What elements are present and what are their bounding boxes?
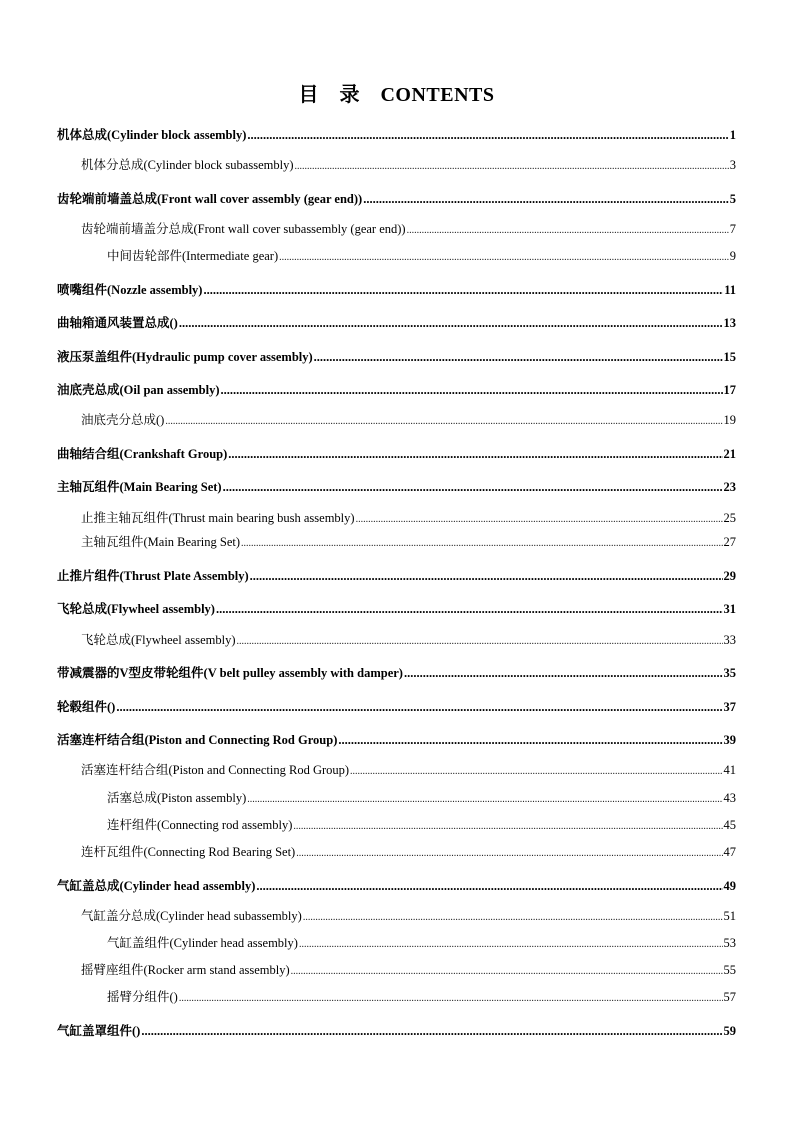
toc-entry[interactable] xyxy=(0,508,793,526)
toc-entry-page: 51 xyxy=(723,909,736,923)
toc-leader-dots xyxy=(256,879,722,894)
toc-entry-label: 摇臂座组件(Rocker arm stand assembly) xyxy=(81,963,290,977)
toc-entry-page: 5 xyxy=(729,192,736,206)
toc-entry-page: 9 xyxy=(729,249,736,263)
toc-entry-page: 31 xyxy=(723,602,736,616)
toc-leader-dots xyxy=(165,413,722,428)
toc-leader-dots xyxy=(179,316,723,331)
toc-leader-dots xyxy=(314,350,723,365)
toc-entry[interactable] xyxy=(0,280,793,298)
toc-leader-dots xyxy=(293,818,722,833)
toc-entry-page: 19 xyxy=(723,413,736,427)
toc-entry-page: 35 xyxy=(723,666,736,680)
toc-leader-dots xyxy=(221,383,723,398)
toc-entry-page: 13 xyxy=(723,316,736,330)
toc-entry[interactable] xyxy=(0,1021,793,1039)
page-title: 目 录 CONTENTS xyxy=(298,84,495,106)
toc-entry-label: 主轴瓦组件(Main Bearing Set) xyxy=(57,480,222,494)
toc-entry[interactable] xyxy=(0,788,793,806)
toc-entry-page: 1 xyxy=(729,128,736,142)
toc-leader-dots xyxy=(363,192,729,207)
toc-entry[interactable] xyxy=(0,987,793,1005)
toc-leader-dots xyxy=(247,791,722,806)
toc-entry-label: 气缸盖总成(Cylinder head assembly) xyxy=(57,879,256,893)
toc-entry-label: 主轴瓦组件(Main Bearing Set) xyxy=(81,535,241,549)
toc-leader-dots xyxy=(250,569,723,584)
toc-entry[interactable] xyxy=(0,815,793,833)
toc-leader-dots xyxy=(241,535,722,550)
toc-entry-page: 7 xyxy=(729,222,736,236)
toc-leader-dots xyxy=(303,909,723,924)
toc-entry[interactable] xyxy=(0,444,793,462)
toc-entry[interactable] xyxy=(0,125,793,143)
toc-entry-label: 喷嘴组件(Nozzle assembly) xyxy=(57,283,203,297)
toc-entry-page: 45 xyxy=(723,818,736,832)
toc-entry-page: 15 xyxy=(723,350,736,364)
toc-entry-label: 油底壳总成(Oil pan assembly) xyxy=(57,383,220,397)
toc-entry[interactable] xyxy=(0,246,793,264)
toc-entry[interactable] xyxy=(0,760,793,778)
toc-entry[interactable] xyxy=(0,566,793,584)
toc-entry[interactable] xyxy=(0,730,793,748)
toc-entry-label: 中间齿轮部件(Intermediate gear) xyxy=(107,249,279,263)
toc-leader-dots xyxy=(350,763,722,778)
toc-entry[interactable] xyxy=(0,876,793,894)
toc-leader-dots xyxy=(116,700,722,715)
toc-leader-dots xyxy=(294,158,728,173)
toc-leader-dots xyxy=(296,845,722,860)
toc-entry-label: 液压泵盖组件(Hydraulic pump cover assembly) xyxy=(57,350,313,364)
toc-entry[interactable] xyxy=(0,477,793,495)
toc-entry-label: 气缸盖分总成(Cylinder head subassembly) xyxy=(81,909,302,923)
toc-leader-dots xyxy=(223,480,723,495)
toc-entry-label: 齿轮端前墙盖分总成(Front wall cover subassembly (gear end)) xyxy=(81,222,406,236)
toc-entry[interactable] xyxy=(0,155,793,173)
toc-entry-page: 41 xyxy=(723,763,736,777)
toc-leader-dots xyxy=(247,128,728,143)
toc-entry-page: 43 xyxy=(723,791,736,805)
toc-entry-page: 39 xyxy=(723,733,736,747)
toc-entry[interactable] xyxy=(0,933,793,951)
toc-entry-label: 油底壳分总成() xyxy=(81,413,165,427)
toc-leader-dots xyxy=(141,1024,722,1039)
toc-leader-dots xyxy=(237,633,723,648)
toc-entry-label: 气缸盖组件(Cylinder head assembly) xyxy=(107,936,298,950)
toc-entry-page: 47 xyxy=(723,845,736,859)
toc-entry[interactable] xyxy=(0,599,793,617)
toc-entry[interactable] xyxy=(0,313,793,331)
toc-entry[interactable] xyxy=(0,410,793,428)
toc-entry-label: 连杆组件(Connecting rod assembly) xyxy=(107,818,293,832)
toc-entry-label: 曲轴结合组(Crankshaft Group) xyxy=(57,447,228,461)
toc-entry-page: 17 xyxy=(723,383,736,397)
toc-entry-label: 活塞连杆结合组(Piston and Connecting Rod Group) xyxy=(57,733,338,747)
toc-entry-label: 机体总成(Cylinder block assembly) xyxy=(57,128,247,142)
toc-entry-label: 气缸盖罩组件() xyxy=(57,1024,141,1038)
toc-entry-label: 带减震器的V型皮带轮组件(V belt pulley assembly with damper) xyxy=(57,666,403,680)
toc-entry-label: 曲轴箱通风装置总成() xyxy=(57,316,178,330)
toc-entry-label: 止推主轴瓦组件(Thrust main bearing bush assembly) xyxy=(81,511,355,525)
toc-entry-label: 连杆瓦组件(Connecting Rod Bearing Set) xyxy=(81,845,296,859)
toc-entry[interactable] xyxy=(0,906,793,924)
toc-entry-page: 49 xyxy=(723,879,736,893)
toc-leader-dots xyxy=(228,447,722,462)
toc-entry-page: 53 xyxy=(723,936,736,950)
toc-entry-label: 飞轮总成(Flywheel assembly) xyxy=(81,633,236,647)
toc-entry-label: 齿轮端前墙盖总成(Front wall cover assembly (gear end)) xyxy=(57,192,363,206)
toc-entry-page: 21 xyxy=(723,447,736,461)
toc-entry[interactable] xyxy=(0,380,793,398)
toc-entry[interactable] xyxy=(0,532,793,550)
toc-entry[interactable] xyxy=(0,663,793,681)
toc-entry-label: 止推片组件(Thrust Plate Assembly) xyxy=(57,569,249,583)
toc-leader-dots xyxy=(203,283,723,298)
toc-entry[interactable] xyxy=(0,842,793,860)
toc-leader-dots xyxy=(299,936,723,951)
toc-entry-label: 飞轮总成(Flywheel assembly) xyxy=(57,602,215,616)
toc-entry-page: 3 xyxy=(729,158,736,172)
toc-leader-dots xyxy=(338,733,722,748)
toc-entry[interactable] xyxy=(0,960,793,978)
toc-entry-label: 轮毂组件() xyxy=(57,700,116,714)
toc-entry-label: 机体分总成(Cylinder block subassembly) xyxy=(81,158,294,172)
toc-entry-page: 55 xyxy=(723,963,736,977)
toc-entry-page: 37 xyxy=(723,700,736,714)
toc-entry-page: 57 xyxy=(723,990,736,1004)
toc-entry[interactable] xyxy=(0,347,793,365)
toc-leader-dots xyxy=(216,602,723,617)
toc-entry-page: 59 xyxy=(723,1024,736,1038)
toc-leader-dots xyxy=(279,249,729,264)
toc-entry[interactable] xyxy=(0,697,793,715)
toc-leader-dots xyxy=(179,990,723,1005)
toc-leader-dots xyxy=(291,963,723,978)
toc-leader-dots xyxy=(407,222,729,237)
toc-entry-page: 29 xyxy=(723,569,736,583)
toc-entry-page: 23 xyxy=(723,480,736,494)
toc-entry-page: 27 xyxy=(723,535,736,549)
toc-entry-page: 25 xyxy=(723,511,736,525)
toc-entry-page: 33 xyxy=(723,633,736,647)
toc-leader-dots xyxy=(404,666,723,681)
toc-entry-label: 摇臂分组件() xyxy=(107,990,178,1004)
toc-entry[interactable] xyxy=(0,219,793,237)
toc-entry[interactable] xyxy=(0,189,793,207)
toc-entry[interactable] xyxy=(0,630,793,648)
toc-entry-label: 活塞连杆结合组(Piston and Connecting Rod Group) xyxy=(81,763,350,777)
toc-entry-label: 活塞总成(Piston assembly) xyxy=(107,791,247,805)
toc-leader-dots xyxy=(356,511,723,526)
toc-entry-page: 11 xyxy=(724,283,736,297)
